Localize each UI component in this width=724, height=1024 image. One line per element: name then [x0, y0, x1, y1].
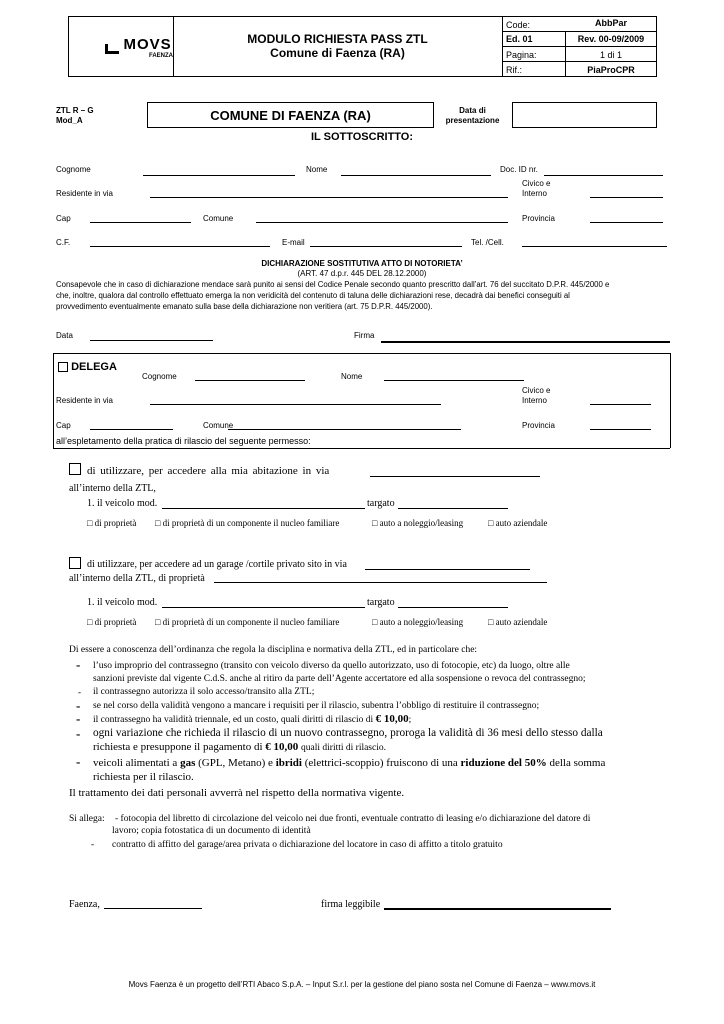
tel-field[interactable]	[522, 246, 667, 247]
delega-residente-label: Residente in via	[56, 396, 113, 405]
delega-footer: all’espletamento della pratica di rilascio del seguente permesso:	[56, 436, 311, 446]
rule-5b: richiesta e presuppone il pagamento di € 10,00 quali diritti di rilascio.	[93, 741, 386, 753]
option2-text: di utilizzare, per accedere ad un garage /cortile privato sito in via	[87, 559, 347, 570]
option1-choice-0[interactable]: □ di proprietà	[87, 518, 137, 528]
attach-label: Si allega:	[69, 814, 105, 824]
option2-targato-field[interactable]	[398, 607, 508, 608]
option1-via-field[interactable]	[370, 476, 540, 477]
option2-choice-2[interactable]: □ auto a noleggio/leasing	[372, 617, 464, 627]
option2-targato-label: targato	[367, 597, 395, 608]
delega-heading: DELEGA	[58, 361, 117, 373]
code-value: AbbPar	[594, 18, 627, 28]
rule-1b: sanzioni previste dal vigente C.d.S. anche al ritiro da parte dell’Agente accertatore ed alla sospensione o revoca del contrassegno;	[93, 674, 586, 684]
privacy-text: Il trattamento dei dati personali avverrà nel rispetto della normativa vigente.	[69, 787, 405, 799]
delega-cognome-label: Cognome	[142, 372, 177, 381]
firma-label: Firma	[354, 331, 375, 340]
page-value: 1 di 1	[599, 50, 623, 60]
delega-residente-field[interactable]	[150, 404, 441, 405]
attach-1b: lavoro; copia fotostatica di un documento di identità	[112, 826, 311, 836]
comune-field[interactable]	[256, 222, 508, 223]
option2-proprieta-field[interactable]	[214, 582, 547, 583]
firma-leggibile-field[interactable]	[384, 908, 611, 910]
provincia-label: Provincia	[522, 214, 555, 223]
rule-3: se nel corso della validità vengono a mancare i requisiti per il rilascio, subentra l’obbligo di restituire il contrassegno;	[93, 701, 540, 711]
doc-label: Doc. ID nr.	[500, 165, 538, 174]
email-label: E-mail	[282, 238, 305, 247]
rules-intro: Di essere a conoscenza dell’ordinanza che regola la disciplina e normativa della ZTL, ed in particolare che:	[69, 645, 478, 655]
email-field[interactable]	[310, 246, 462, 247]
option1-veicolo-field[interactable]	[162, 508, 365, 509]
option2-veicolo-label: 1. il veicolo mod.	[87, 597, 158, 608]
faenza-label: Faenza,	[69, 899, 100, 910]
sottoscritto-heading: IL SOTTOSCRITTO:	[310, 131, 414, 143]
rule-6a: veicoli alimentati a gas (GPL, Metano) e ibridi (elettrici-scoppio) fruiscono di una riduzione del 50% della somma	[93, 757, 606, 769]
firma-leggibile-label: firma leggibile	[321, 899, 381, 910]
option2-choice-3[interactable]: □ auto aziendale	[488, 617, 548, 627]
movs-logo: MOVS	[105, 36, 172, 54]
declaration-text-1: Consapevole che in caso di dichiarazione mendace sarà punito ai sensi del Codice Penale secondo quanto prescritto dall’art. 76 del succitato D.P.R. 445/2000 e	[56, 280, 610, 289]
delega-civico-field[interactable]	[590, 404, 651, 405]
rif-value: PiaProCPR	[587, 65, 635, 75]
delega-civico-label: Civico e	[522, 386, 551, 395]
delega-cap-field[interactable]	[90, 429, 173, 430]
option2-choice-1[interactable]: □ di proprietà di un componente il nucleo familiare	[155, 617, 340, 627]
delega-comune-label: Comune	[203, 421, 234, 430]
option1-line2: all’interno della ZTL,	[69, 483, 156, 494]
cf-label: C.F.	[56, 238, 71, 247]
delega-provincia-label: Provincia	[522, 421, 555, 430]
delega-nome-label: Nome	[341, 372, 363, 381]
option1-veicolo-label: 1. il veicolo mod.	[87, 498, 158, 509]
mod-code-1: ZTL R – G	[56, 106, 94, 115]
option1-choice-3[interactable]: □ auto aziendale	[488, 518, 548, 528]
declaration-text-2: che, inoltre, qualora dal controllo effettuato emerga la non veridicità del contenuto di taluna delle dichiarazioni rese, decadrà dai benefici conseguiti al	[56, 291, 570, 300]
option1-checkbox[interactable]	[69, 463, 81, 475]
delega-checkbox[interactable]	[58, 362, 68, 372]
rule-4: il contrassegno ha validità triennale, ed un costo, quali diritti di rilascio di € 10,00;	[93, 713, 412, 725]
mod-code-2: Mod_A	[56, 116, 83, 125]
ed-value: Rev. 00-09/2009	[577, 34, 645, 44]
comune-label: Comune	[203, 214, 234, 223]
delega-comune-field[interactable]	[228, 429, 461, 430]
logo-sub: FAENZA	[149, 53, 173, 59]
residente-label: Residente in via	[56, 189, 113, 198]
cognome-label: Cognome	[56, 165, 91, 174]
code-label: Code:	[506, 20, 531, 30]
nome-label: Nome	[306, 165, 328, 174]
option2-line2: all’interno della ZTL, di proprietà	[69, 573, 205, 584]
doc-field[interactable]	[544, 175, 663, 176]
option2-veicolo-field[interactable]	[162, 607, 365, 608]
page-footer: Movs Faenza è un progetto dell’RTI Abaco S.p.A. – Input S.r.l. per la gestione del piano sosta nel Comune di Faenza – www.movs.it	[128, 980, 596, 989]
option1-text: di utilizzare, per accedere alla mia abitazione in via	[87, 465, 330, 477]
option1-targato-field[interactable]	[398, 508, 508, 509]
civico-field[interactable]	[590, 197, 663, 198]
page-label: Pagina:	[506, 50, 537, 60]
provincia-field[interactable]	[590, 222, 663, 223]
tel-label: Tel. /Cell.	[471, 238, 504, 247]
cap-label: Cap	[56, 214, 71, 223]
option2-via-field[interactable]	[365, 569, 530, 570]
data-presentazione-label: Data di	[459, 106, 486, 115]
cf-field[interactable]	[90, 246, 270, 247]
rule-5a: ogni variazione che richieda il rilascio di un nuovo contrassegno, proroga la validità di 36 mesi dello stesso dalla	[93, 727, 603, 739]
attach-2: contratto di affitto del garage/area privata o dichiarazione del locatore in caso di affitto a titolo gratuito	[112, 840, 503, 850]
option2-checkbox[interactable]	[69, 557, 81, 569]
delega-nome-field[interactable]	[384, 380, 524, 381]
civico-label: Civico e	[522, 179, 551, 188]
attach-1a: - fotocopia del libretto di circolazione del veicolo nei due fronti, eventuale contratto di leasing e/o dichiarazione del datore di	[115, 814, 591, 824]
declaration-text-3: provvedimento eventualmente emanato sulla base della dichiarazione non veritiera (art. 75 D.P.R. 445/2000).	[56, 302, 433, 311]
rule-6b: richiesta per il rilascio.	[93, 771, 194, 783]
delega-cap-label: Cap	[56, 421, 71, 430]
page-subtitle: Comune di Faenza (RA)	[270, 46, 405, 60]
delega-cognome-field[interactable]	[195, 380, 305, 381]
data-presentazione-field[interactable]	[512, 102, 657, 128]
cognome-field[interactable]	[143, 175, 295, 176]
rif-label: Rif.:	[506, 65, 523, 75]
firma-field[interactable]	[381, 341, 670, 343]
option2-choice-0[interactable]: □ di proprietà	[87, 617, 137, 627]
rule-2: il contrassegno autorizza il solo accesso/transito alla ZTL;	[93, 687, 315, 697]
option1-choice-1[interactable]: □ di proprietà di un componente il nucleo familiare	[155, 518, 340, 528]
data-label: Data	[56, 331, 73, 340]
data-field[interactable]	[90, 340, 213, 341]
declaration-title: DICHIARAZIONE SOSTITUTIVA ATTO DI NOTORIETA’	[261, 259, 463, 268]
option1-targato-label: targato	[367, 498, 395, 509]
faenza-date-field[interactable]	[104, 908, 202, 909]
nome-field[interactable]	[341, 175, 491, 176]
rule-1a: l’uso improprio del contrassegno (transito con veicolo diverso da quello autorizzato, uso di fotocopie, etc) da luogo, oltre alle	[93, 661, 570, 671]
residente-field[interactable]	[150, 197, 508, 198]
page-title: MODULO RICHIESTA PASS ZTL	[247, 32, 428, 46]
comune-title: COMUNE DI FAENZA (RA)	[210, 108, 371, 123]
ed-label: Ed. 01	[506, 34, 533, 44]
declaration-subtitle: (ART. 47 d.p.r. 445 DEL 28.12.2000)	[297, 269, 427, 278]
option1-choice-2[interactable]: □ auto a noleggio/leasing	[372, 518, 464, 528]
cap-field[interactable]	[90, 222, 191, 223]
delega-provincia-field[interactable]	[590, 429, 651, 430]
